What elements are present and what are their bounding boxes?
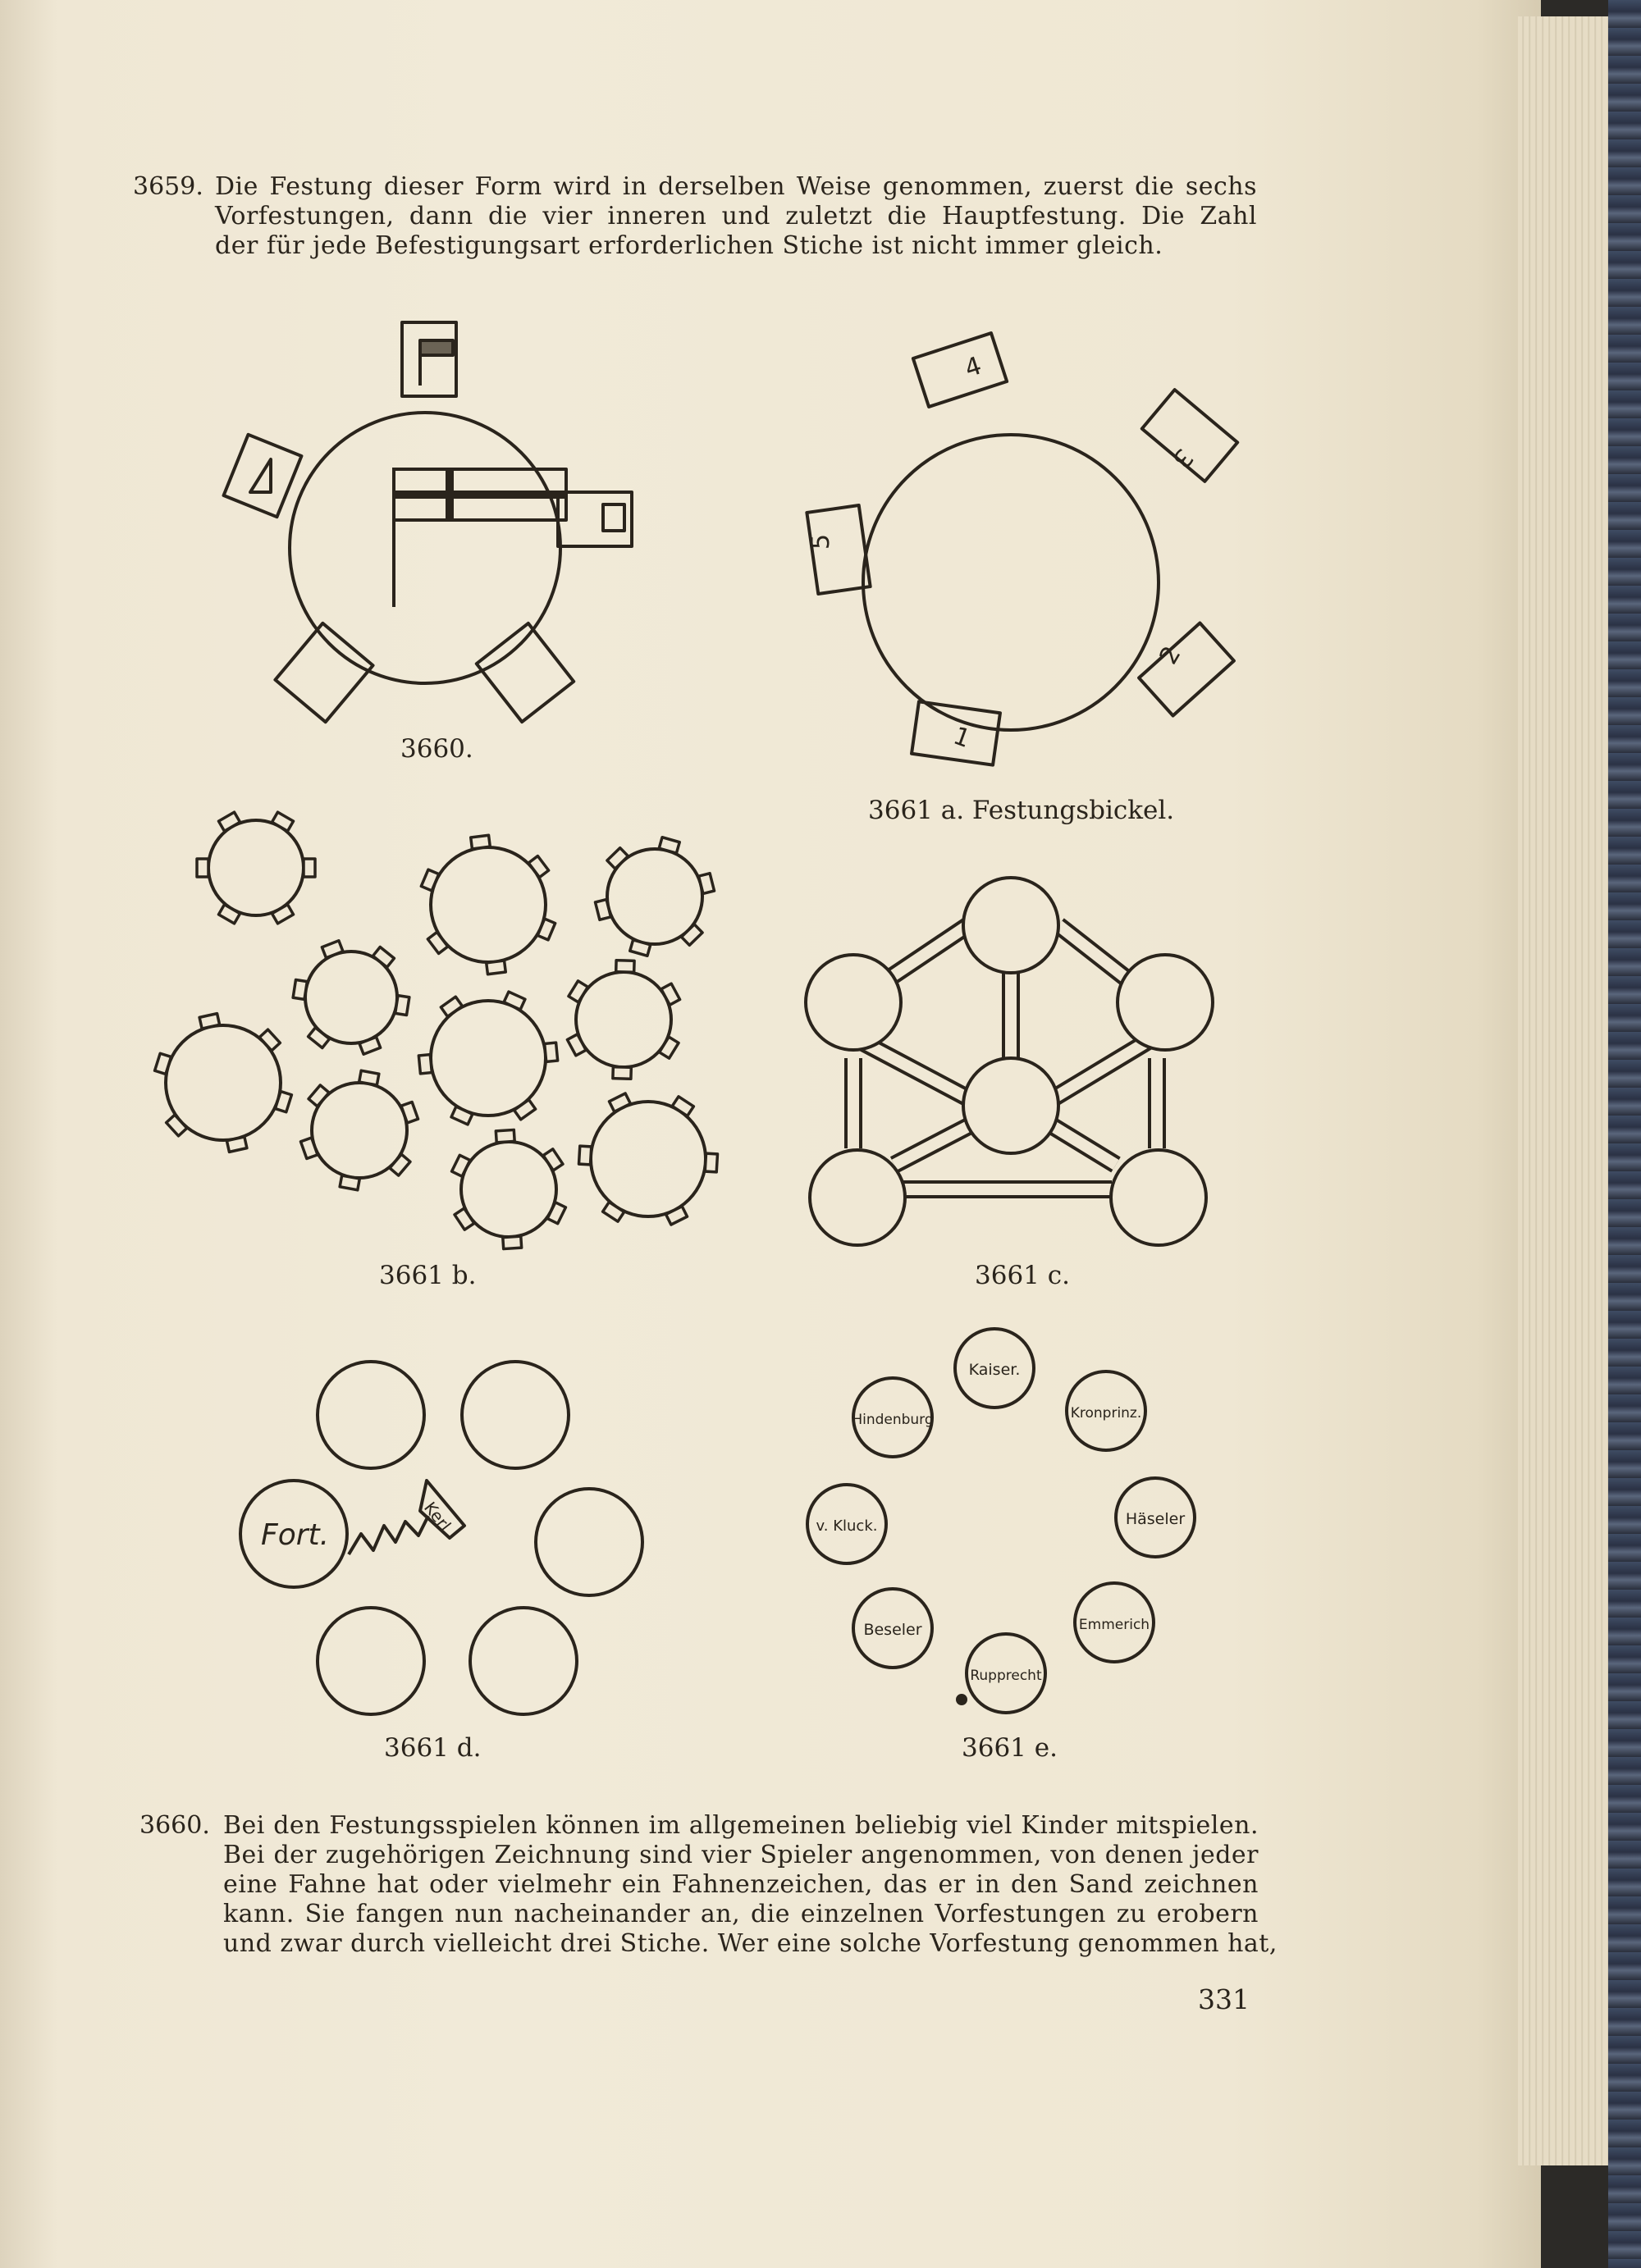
- ring-fortress: [318, 1608, 424, 1714]
- zigzag-path: [349, 1516, 428, 1554]
- fortress-notch: [309, 1085, 329, 1107]
- fortress-name: Emmerich: [1078, 1617, 1150, 1633]
- text-line: eine Fahne hat oder vielmehr ein Fahnenzeichen, das er in den Sand zeichnen: [223, 1870, 1259, 1899]
- figure-caption-3660: 3660.: [400, 734, 473, 764]
- fortress-notch: [340, 1175, 359, 1190]
- flag-icon: [250, 459, 271, 492]
- fortress-notch: [603, 1202, 624, 1221]
- connected-fortress: [810, 1150, 905, 1245]
- outwork-right: [558, 492, 632, 546]
- connected-fortress: [963, 878, 1058, 973]
- fortress-notch: [660, 1037, 679, 1058]
- fortress-notch: [197, 859, 208, 877]
- fortress-notch: [682, 924, 703, 945]
- outwork-left: [224, 435, 302, 517]
- outwork-label: 3: [1166, 442, 1199, 473]
- ring-fortress: [462, 1362, 569, 1468]
- fortress-notch: [418, 1055, 432, 1074]
- connected-fortress: [1118, 955, 1213, 1050]
- fortress-notch: [567, 1034, 586, 1056]
- outwork-label: 4: [961, 351, 985, 384]
- figure-caption-3661e: 3661 e.: [962, 1733, 1058, 1763]
- fortress-notch: [359, 1037, 381, 1054]
- fortress-notch: [607, 848, 629, 869]
- page-number: 331: [1198, 1983, 1250, 2015]
- fortress-notch: [543, 1149, 563, 1171]
- fortress-notch: [504, 992, 525, 1010]
- connected-fortress: [963, 1058, 1058, 1153]
- flag-icon: [603, 504, 624, 531]
- small-fortress: [208, 820, 304, 915]
- fortress-notch: [322, 941, 343, 958]
- fortress-figure-3660: [224, 322, 632, 722]
- main-fortress-circle: [863, 435, 1159, 730]
- fortress-name: Hindenburg: [852, 1412, 934, 1428]
- paragraph-3660: [223, 1811, 1278, 1959]
- fortress-notch: [537, 919, 555, 940]
- outwork-label: 1: [949, 721, 975, 755]
- small-fortress: [431, 1001, 546, 1116]
- connected-fortress: [1111, 1150, 1206, 1245]
- text-line: Bei den Festungsspielen können im allgemeinen beliebig viel Kinder mitspielen.: [223, 1811, 1259, 1840]
- fortress-notch: [595, 900, 610, 920]
- fortress-notch: [373, 947, 394, 968]
- outwork-label: 5: [807, 533, 835, 550]
- small-fortress: [576, 972, 671, 1067]
- small-fortress: [591, 1102, 706, 1216]
- outwork-2: [1139, 623, 1234, 716]
- text-line: Vorfestungen, dann die vier inneren und zuletzt die Hauptfestung. Die Zahl: [215, 202, 1257, 230]
- fortress-notch: [259, 1029, 280, 1051]
- fortress-notch: [218, 812, 240, 831]
- fortress-notch: [395, 996, 409, 1015]
- fortress-notch: [155, 1053, 171, 1074]
- fortress-notch: [309, 1028, 330, 1048]
- fortress-notch: [528, 856, 548, 878]
- fortress-name: Häseler: [1125, 1510, 1186, 1528]
- pointer-label: Kerl: [420, 1498, 455, 1536]
- text-line: und zwar durch vielleicht drei Stiche. Wer eine solche Vorfestung genommen hat,: [223, 1929, 1278, 1958]
- fortress-notch: [579, 1146, 592, 1165]
- fortress-notch: [616, 961, 634, 973]
- fortress-notch: [272, 905, 293, 924]
- paragraph-number: 3660.: [139, 1811, 210, 1840]
- fortress-notch: [199, 1014, 220, 1029]
- fortress-notch: [666, 1207, 688, 1225]
- figure-caption-3661d: 3661 d.: [384, 1733, 482, 1763]
- fortress-notch: [421, 869, 438, 891]
- fortress-notch: [401, 1102, 418, 1123]
- fortress-notch: [547, 1202, 565, 1224]
- text-line: Bei der zugehörigen Zeichnung sind vier Spieler angenommen, von denen jeder: [223, 1841, 1259, 1869]
- fortress-notch: [705, 1153, 717, 1172]
- fortress-notch: [452, 1155, 470, 1176]
- fortress-notch: [390, 1154, 410, 1175]
- fortress-notch: [427, 932, 447, 953]
- fortress-notch: [609, 1093, 630, 1111]
- fortress-name: v. Kluck.: [816, 1517, 878, 1535]
- fortress-notch: [496, 1129, 514, 1142]
- fortress-notch: [569, 981, 587, 1002]
- figure-caption-3661c: 3661 c.: [975, 1261, 1070, 1290]
- fortress-figure-3661a: [807, 333, 1237, 765]
- fortress-notch: [699, 874, 715, 894]
- fortress-notch: [359, 1070, 379, 1085]
- main-fortress-circle: [290, 413, 560, 683]
- paragraph-number: 3659.: [133, 172, 203, 201]
- text-line: kann. Sie fangen nun nacheinander an, die einzelnen Vorfestungen zu erobern: [223, 1900, 1259, 1928]
- ring-fortress: [318, 1362, 424, 1468]
- ring-fortress: [470, 1608, 577, 1714]
- fortress-notch: [613, 1067, 631, 1079]
- text-line: der für jede Befestigungsart erforderlichen Stiche ist nicht immer gleich.: [215, 231, 1163, 260]
- connected-fortress: [806, 955, 901, 1050]
- flag-icon: [420, 340, 453, 355]
- fortress-notch: [545, 1043, 558, 1061]
- fortress-notch: [661, 983, 680, 1005]
- outwork-top: [402, 322, 456, 396]
- fortress-name: Kaiser.: [968, 1361, 1021, 1379]
- fortress-notch: [503, 1236, 522, 1248]
- fortress-name: Beseler: [863, 1621, 922, 1639]
- fortress-notch: [487, 961, 506, 974]
- fortress-notch: [226, 1137, 247, 1152]
- fortress-notch: [441, 997, 462, 1016]
- fort-label: Fort.: [261, 1518, 330, 1552]
- figure-caption-3661b: 3661 b.: [379, 1261, 477, 1290]
- outwork-label: 2: [1154, 641, 1187, 669]
- fortress-notch: [514, 1100, 536, 1120]
- fortress-notch: [451, 1107, 473, 1125]
- figure-caption-3661a: 3661 a. Festungsbickel.: [868, 796, 1175, 825]
- fortress-notch: [293, 979, 307, 999]
- outwork-4: [913, 333, 1007, 407]
- fortress-name: Rupprecht: [970, 1668, 1042, 1684]
- fortress-notch: [471, 835, 491, 849]
- fortress-figure-3661c: [806, 878, 1213, 1245]
- fortress-notch: [672, 1097, 693, 1116]
- fortress-notch: [304, 859, 315, 877]
- fortress-name: Kronprinz.: [1070, 1405, 1142, 1421]
- ring-fortress: [536, 1489, 642, 1595]
- fortress-notch: [275, 1092, 291, 1112]
- fortress-notch: [167, 1115, 187, 1136]
- fortress-notch: [272, 812, 293, 831]
- fortress-notch: [218, 905, 240, 924]
- fortress-notch: [300, 1138, 318, 1158]
- text-line: Die Festung dieser Form wird in derselben Weise genommen, zuerst die sechs: [215, 172, 1257, 201]
- fortress-notch: [455, 1208, 474, 1230]
